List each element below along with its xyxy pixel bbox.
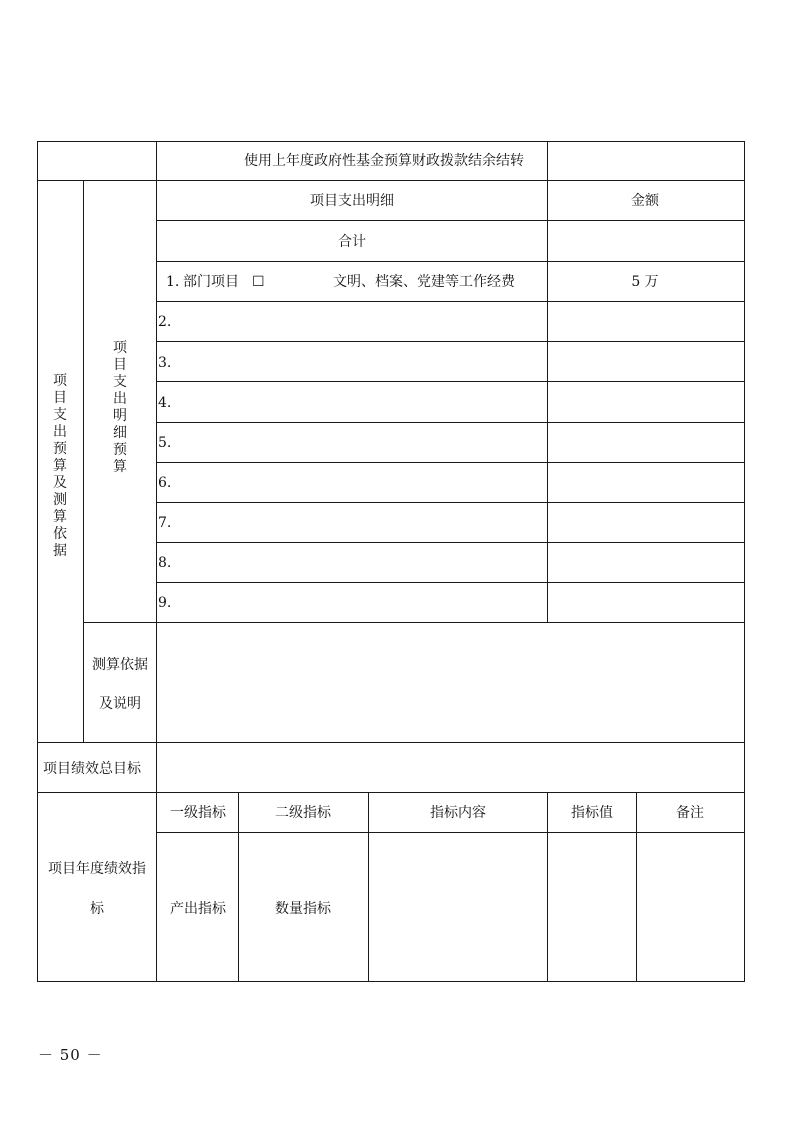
rule-row-1 — [157, 261, 745, 262]
indicator-header-level2: 二级指标 — [275, 805, 331, 821]
row-9-number: 9. — [158, 595, 172, 611]
indicator-header-value: 指标值 — [571, 805, 613, 821]
rule-row-6 — [157, 462, 745, 463]
row-3-number: 3. — [158, 355, 172, 371]
rule-row-3 — [157, 341, 745, 342]
row-5-number: 5. — [158, 435, 172, 451]
rule-row-total — [157, 220, 745, 221]
rule-row-5 — [157, 422, 745, 423]
rule-right — [744, 141, 745, 982]
detail-header: 项目支出明细 — [310, 193, 394, 209]
indicator-level1-value: 产出指标 — [170, 901, 226, 917]
rule-top — [37, 141, 745, 142]
page-number: － 50 － — [38, 1046, 103, 1064]
rule-col-content — [368, 792, 369, 982]
indicator-header-content: 指标内容 — [430, 805, 486, 821]
row-1-number: 1. — [166, 274, 180, 290]
indicator-section-label-line1: 项目年度绩效指 — [48, 861, 146, 877]
row-4-number: 4. — [158, 395, 172, 411]
rule-basis-top — [83, 622, 745, 623]
rule-col-section — [83, 180, 84, 742]
rule-left — [37, 141, 38, 982]
row-2-number: 2. — [158, 314, 172, 330]
rule-row-9 — [157, 582, 745, 583]
amount-header: 金额 — [631, 193, 659, 209]
row-1-amount: 5 万 — [631, 274, 659, 290]
row-1-label: 部门项目 — [183, 274, 239, 290]
rule-col-label — [156, 141, 157, 982]
rule-col-value — [547, 792, 548, 982]
overall-goal-label: 项目绩效总目标 — [43, 761, 141, 777]
rule-col-level2 — [238, 792, 239, 982]
rule-row-4 — [157, 381, 745, 382]
indicator-level2-value: 数量指标 — [275, 901, 331, 917]
rule-indicator-header — [157, 832, 745, 833]
rule-bottom — [37, 981, 745, 982]
total-label: 合计 — [338, 234, 366, 250]
rule-row-7 — [157, 502, 745, 503]
rule-goal-top — [37, 742, 745, 743]
row-1-description: 文明、档案、党建等工作经费 — [333, 274, 515, 290]
row-8-number: 8. — [158, 555, 172, 571]
rule-row-8 — [157, 542, 745, 543]
row-1-checkbox[interactable]: ☐ — [252, 274, 265, 290]
indicator-section-label-line2: 标 — [90, 901, 104, 917]
row-7-number: 7. — [158, 515, 172, 531]
basis-label-line2: 及说明 — [99, 696, 141, 712]
section-label-detail-budget: 项目支出明细预算 — [113, 340, 127, 475]
funding-source-label: 使用上年度政府性基金预算财政拨款结余结转 — [244, 153, 524, 169]
section-label-budget-basis: 项目支出预算及测算依据 — [53, 373, 67, 559]
indicator-header-level1: 一级指标 — [170, 805, 226, 821]
indicator-header-note: 备注 — [676, 805, 704, 821]
rule-col-amount — [547, 141, 548, 623]
basis-label-line1: 测算依据 — [92, 657, 148, 673]
rule-col-note — [636, 792, 637, 982]
rule-indicator-top — [37, 792, 745, 793]
rule-row-2 — [157, 301, 745, 302]
rule-row-header — [37, 180, 745, 181]
row-6-number: 6. — [158, 475, 172, 491]
